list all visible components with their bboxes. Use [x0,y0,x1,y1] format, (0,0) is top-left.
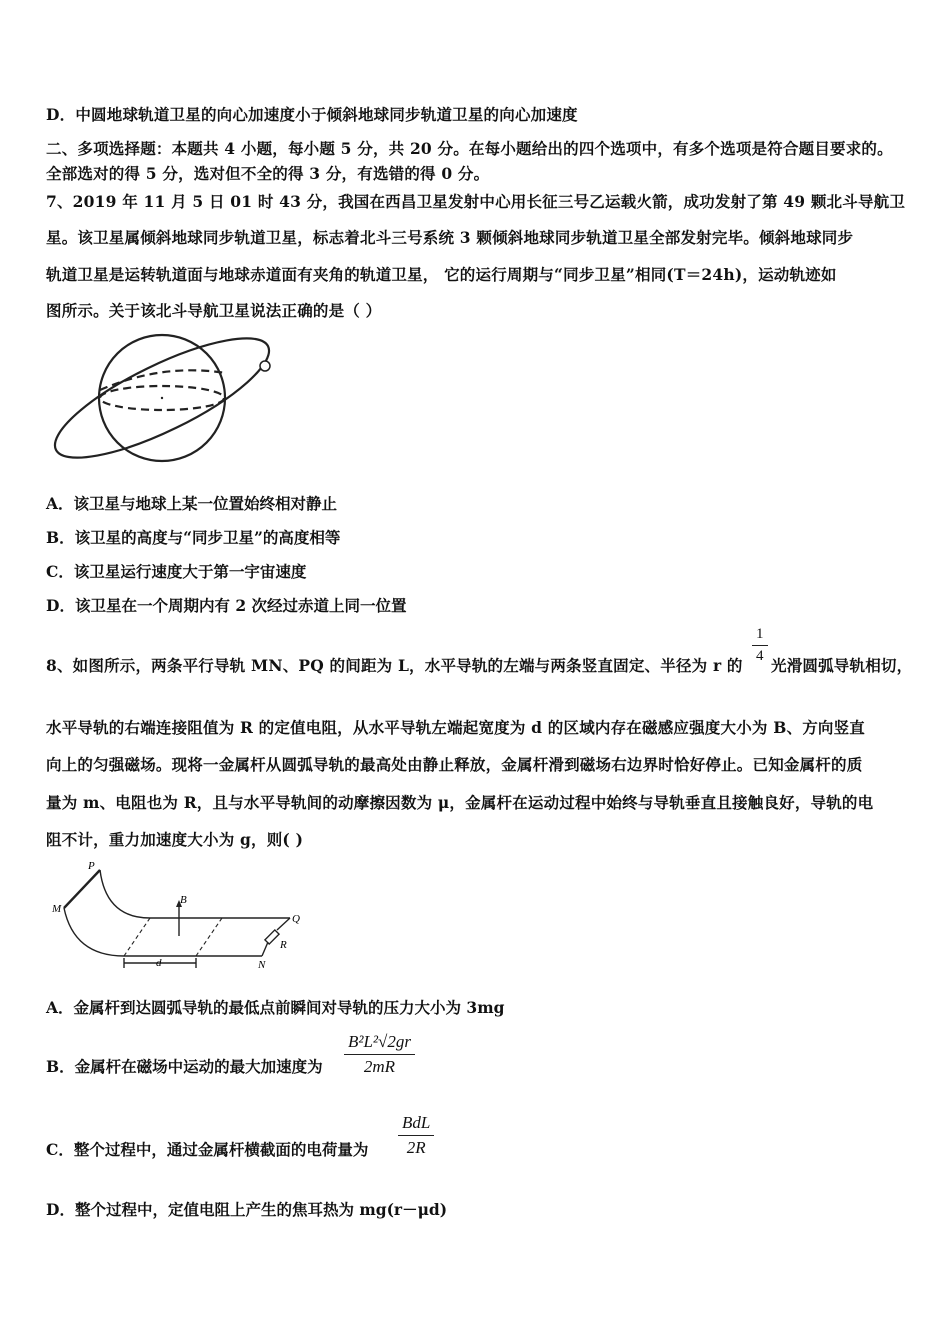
q8-stem-line-1-end: 光滑圆弧导轨相切， [771,656,913,675]
quarter-fraction [752,626,768,665]
orbit-ellipse [44,328,283,470]
satellite-icon [260,361,270,371]
label-q: Q [292,913,300,925]
option-7d-previous: D．中圆地球轨道卫星的向心加速度小于倾斜地球同步轨道卫星的向心加速度 [46,105,578,124]
q8-option-b[interactable]: B．金属杆在磁场中运动的最大加速度为 [46,1057,323,1076]
rail-circuit-figure [44,858,314,974]
resistor-symbol [265,930,279,944]
label-n: N [258,959,266,971]
q7-stem-line-3: 轨道卫星是运转轨道面与地球赤道面有夹角的轨道卫星， 它的运行周期与“同步卫星”相同(T＝24h)，运动轨迹如 [46,265,837,284]
q7-option-c[interactable]: C．该卫星运行速度大于第一宇宙速度 [46,562,307,581]
accel-den: 2mR [363,1057,396,1076]
satellite-orbit-figure [44,328,284,470]
arc-rail-pq [100,870,290,918]
field-right-edge [196,918,222,956]
section-heading: 二、多项选择题：本题共 4 小题，每小题 5 分，共 20 分。在每小题给出的四个选项中，有多个选项是符合题目要求的。 [46,139,893,158]
q7-option-a[interactable]: A．该卫星与地球上某一位置始终相对静止 [46,494,338,513]
q7-stem-line-2: 星。该卫星属倾斜地球同步轨道卫星，标志着北斗三号系统 3 颗倾斜地球同步轨道卫星全部发射完毕。倾斜地球同步 [46,228,854,247]
q8-option-c[interactable]: C．整个过程中，通过金属杆横截面的电荷量为 [46,1140,369,1159]
q8-stem-line-3: 向上的匀强磁场。现将一金属杆从圆弧导轨的最高处由静止释放，金属杆滑到磁场右边界时恰好停止。已知金属杆的质 [46,755,863,774]
q7-stem-line-4: 图所示。关于该北斗导航卫星说法正确的是（ ） [46,301,382,320]
arc-rail-mn [64,908,262,956]
label-d: d [156,957,162,969]
label-r: R [280,939,287,951]
top-arc-bold [64,870,100,908]
q8-stem-line-1: 8、如图所示，两条平行导轨 MN、PQ 的间距为 L，水平导轨的左端与两条竖直固定、半径为 r 的 [46,656,743,675]
label-p: P [88,860,95,872]
resistor-lead-2 [262,942,268,956]
q8-stem-line-2: 水平导轨的右端连接阻值为 R 的定值电阻，从水平导轨左端起宽度为 d 的区域内存在磁感应强度大小为 B、方向竖直 [46,718,866,737]
resistor-lead [277,918,290,930]
q8-stem-line-5: 阻不计，重力加速度大小为 g，则( ) [46,830,304,849]
label-m: M [52,903,62,915]
q7-stem-line-1: 7、2019 年 11 月 5 日 01 时 43 分，我国在西昌卫星发射中心用长征三号乙运载火箭，成功发射了第 49 颗北斗导航卫 [46,192,906,211]
charge-den: 2R [406,1138,426,1157]
q8-option-a[interactable]: A．金属杆到达圆弧导轨的最低点前瞬间对导轨的压力大小为 3mg [46,998,505,1017]
charge-num: BdL [398,1113,434,1136]
quarter-num: 1 [752,626,768,646]
quarter-den: 4 [756,648,764,664]
q7-option-b[interactable]: B．该卫星的高度与“同步卫星”的高度相等 [46,528,341,547]
charge-fraction [398,1113,434,1158]
label-b: B [180,894,187,906]
field-left-edge [124,918,150,956]
q8-stem-line-4: 量为 m、电阻也为 R，且与水平导轨间的动摩擦因数为 μ，金属杆在运动过程中始终与导轨垂直且接触良好，导轨的电 [46,793,874,812]
earth-center-dot [161,397,163,399]
accel-num: B²L²√2gr [344,1032,415,1055]
section-scoring: 全部选对的得 5 分，选对但不全的得 3 分，有选错的得 0 分。 [46,164,490,183]
accel-fraction [344,1032,415,1077]
q7-option-d[interactable]: D．该卫星在一个周期内有 2 次经过赤道上同一位置 [46,596,407,615]
q8-option-d[interactable]: D．整个过程中，定值电阻上产生的焦耳热为 mg(r－μd) [46,1200,448,1219]
